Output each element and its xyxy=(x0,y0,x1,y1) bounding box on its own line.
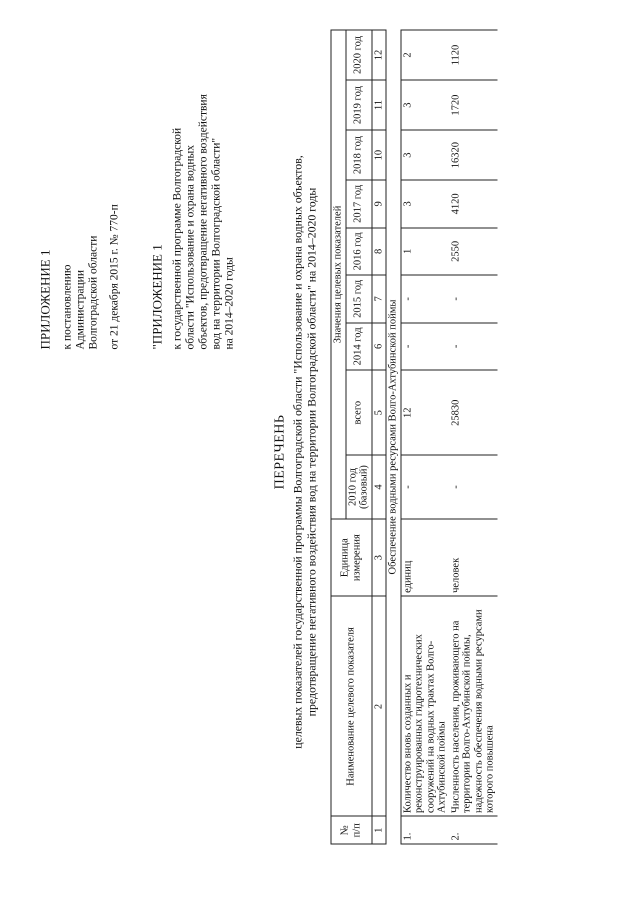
row-value: - xyxy=(401,455,450,519)
table-row xyxy=(401,30,450,844)
col-number: 3 xyxy=(372,519,387,597)
header-unit: Единица измерения xyxy=(331,519,372,597)
document-title: ПЕРЕЧЕНЬ xyxy=(272,414,288,490)
row-value: 1120 xyxy=(449,30,497,80)
row-value: 16320 xyxy=(449,130,497,180)
appendix-line: Волгоградской области xyxy=(87,235,100,350)
prev-appendix-line: объектов, предотвращение негативного воздействия xyxy=(197,94,210,350)
row-unit: единиц xyxy=(401,519,450,597)
prev-appendix-title: "ПРИЛОЖЕНИЕ 1 xyxy=(149,244,165,350)
header-2016: 2016 год xyxy=(346,228,372,276)
appendix-title: ПРИЛОЖЕНИЕ 1 xyxy=(37,249,53,350)
subtitle-line: предотвращение негативного воздействия вод на территории Волгоградской области" на 2014–2020 годы xyxy=(304,187,319,717)
col-number: 4 xyxy=(372,455,387,519)
header-base: 2010 год (базовый) xyxy=(346,455,372,519)
row-value: - xyxy=(401,323,450,371)
col-number: 8 xyxy=(372,228,387,276)
header-2020: 2020 год xyxy=(346,30,372,80)
row-value: - xyxy=(449,275,497,323)
row-value: 3 xyxy=(401,130,450,180)
col-number: 11 xyxy=(372,80,387,130)
row-value: 1720 xyxy=(449,80,497,130)
prev-appendix-block xyxy=(151,50,237,350)
rotated-document-page xyxy=(1,0,640,905)
row-value: 1 xyxy=(401,228,450,276)
prev-appendix-line: вод на территории Волгоградской области" xyxy=(210,137,223,350)
row-value: 4120 xyxy=(449,180,497,228)
header-2017: 2017 год xyxy=(346,180,372,228)
appendix-date: от 21 декабря 2015 г. № 770-п xyxy=(108,204,121,350)
col-number: 10 xyxy=(372,130,387,180)
row-value: - xyxy=(449,455,497,519)
header-2018: 2018 год xyxy=(346,130,372,180)
appendix-block xyxy=(39,204,122,349)
row-name: Численность населения, проживающего на территории Волго-Ахтубинской поймы, надежность обеспечения водными ресурсами которого повышена xyxy=(449,596,497,816)
row-unit: человек xyxy=(449,519,497,597)
row-num: 2. xyxy=(449,817,497,845)
appendix-line: к постановлению xyxy=(61,264,74,350)
section-title: Обеспечение водными ресурсами Волго-Ахтубинской поймы xyxy=(386,30,401,844)
prev-appendix-line: на 2014–2020 годы xyxy=(223,257,236,350)
header-values-group: Значения целевых показателей xyxy=(331,30,346,519)
col-number: 12 xyxy=(372,30,387,80)
row-value: 3 xyxy=(401,180,450,228)
col-number: 6 xyxy=(372,323,387,371)
row-value: - xyxy=(401,275,450,323)
header-name: Наименование целевого показателя xyxy=(331,596,372,816)
subtitle-line: целевых показателей государственной программы Волгоградской области "Использование и охрана водных объектов, xyxy=(290,155,305,749)
document-subtitle xyxy=(291,0,319,905)
table-row xyxy=(449,30,497,844)
col-number: 1 xyxy=(372,817,387,845)
row-value: 25830 xyxy=(449,370,497,455)
col-number: 7 xyxy=(372,275,387,323)
row-value: 2 xyxy=(401,30,450,80)
column-number-row xyxy=(372,30,387,844)
header-2015: 2015 год xyxy=(346,275,372,323)
row-name: Количество вновь созданных и реконструированных гидротехнических сооружений на водных трактах Волго-Ахтубинской поймы xyxy=(401,596,450,816)
header-2019: 2019 год xyxy=(346,80,372,130)
prev-appendix-line: к государственной программе Волгоградской xyxy=(171,127,184,350)
row-num: 1. xyxy=(401,817,450,845)
header-2014: 2014 год xyxy=(346,323,372,371)
prev-appendix-line: области "Использование и охрана водных xyxy=(184,144,197,350)
row-value: 3 xyxy=(401,80,450,130)
row-value: 2550 xyxy=(449,228,497,276)
col-number: 2 xyxy=(372,596,387,816)
header-num: № п/п xyxy=(331,817,372,845)
appendix-line: Администрации xyxy=(74,270,87,350)
row-value: 12 xyxy=(401,370,450,455)
indicators-table xyxy=(331,30,498,845)
header-total: всего xyxy=(346,370,372,455)
section-row xyxy=(386,30,401,844)
col-number: 5 xyxy=(372,370,387,455)
row-value: - xyxy=(449,323,497,371)
col-number: 9 xyxy=(372,180,387,228)
